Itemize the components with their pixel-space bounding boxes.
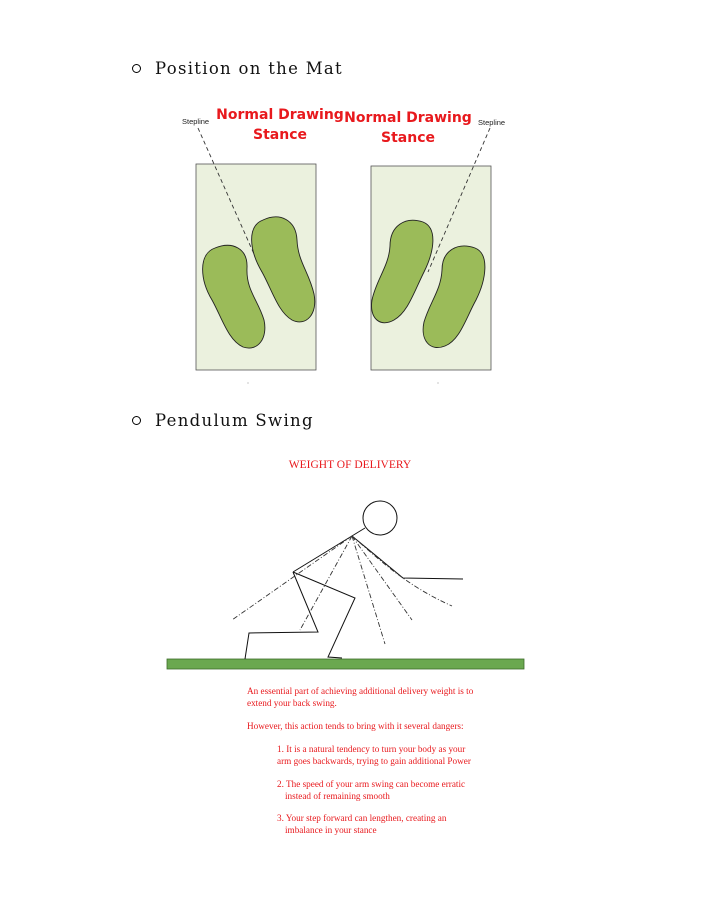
figure-forward-arm [352,536,463,579]
figure-head [363,501,397,535]
swing-line-mid-back [300,536,352,630]
weight-of-delivery-title: WEIGHT OF DELIVERY [288,459,412,471]
point2-line2: instead of remaining smooth [285,790,390,801]
point3-line2: imbalance in your stance [285,824,377,835]
figure-torso [293,528,365,572]
intro-line1: An essential part of achieving additional delivery weight is to [247,686,474,696]
left-mat-title-line1: Normal Drawing [216,107,344,123]
danger-point-2 [277,779,465,802]
point2-line1: 2. The speed of your arm swing can become erratic [277,779,466,789]
intro-line2: extend your back swing. [247,697,337,708]
right-mat-title-line1: Normal Drawing [344,110,472,126]
heading-text: Position on the Mat [155,59,343,78]
swing-line-back [232,536,352,620]
figure-front-leg [293,572,355,658]
danger-point-3 [277,813,446,836]
stepline-label-left: Stepline [182,117,210,126]
swing-line-front [352,536,452,606]
danger-point-1 [277,744,471,767]
point1-line2: arm goes backwards, trying to gain additional Power [277,755,471,766]
stepline-label-right: Stepline [478,118,506,127]
heading-text: Pendulum Swing [155,411,314,430]
ground-bar [167,659,524,669]
point3-line1: 3. Your step forward can lengthen, creating an [277,813,447,823]
point1-line1: 1. It is a natural tendency to turn your body as your [277,744,466,754]
dangers-intro: However, this action tends to bring with it several dangers: [247,721,464,731]
intro-paragraph [247,686,473,709]
figure-back-leg [245,572,318,659]
left-mat-title-line2: Stance [253,127,307,143]
right-mat-title-line2: Stance [381,130,435,146]
swing-line-down [352,536,385,644]
